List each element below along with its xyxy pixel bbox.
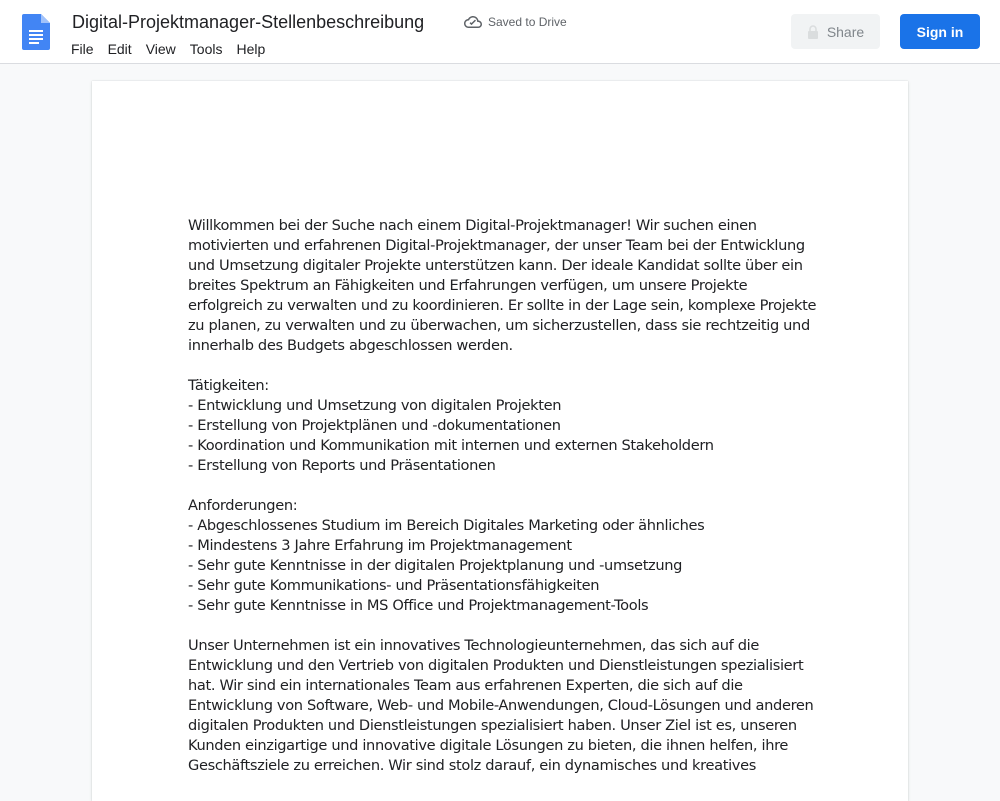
cloud-done-icon	[464, 15, 482, 29]
list-item: - Entwicklung und Umsetzung von digitalen Projekten	[188, 397, 562, 414]
menu-file[interactable]: File	[71, 41, 94, 57]
menu-help[interactable]: Help	[236, 41, 266, 57]
list-item: - Mindestens 3 Jahre Erfahrung im Projektmanagement	[188, 537, 572, 554]
menu-edit[interactable]: Edit	[107, 41, 132, 57]
list-item: - Erstellung von Projektplänen und -dokumentationen	[188, 417, 561, 434]
list-item: - Sehr gute Kommunikations- und Präsentationsfähigkeiten	[188, 577, 600, 594]
document-page[interactable]	[92, 81, 908, 801]
requirements-heading: Anforderungen:	[188, 497, 298, 514]
sign-in-button[interactable]	[900, 14, 980, 49]
share-button[interactable]	[791, 14, 880, 49]
share-button-label: Share	[826, 23, 865, 40]
list-item: - Sehr gute Kenntnisse in der digitalen Projektplanung und -umsetzung	[188, 557, 683, 574]
paragraph-spacer	[188, 476, 818, 496]
intro-paragraph: Willkommen bei der Suche nach einem Digital-Projektmanager! Wir suchen einen motivierten und erfahrenen Digital-Projektmanager, der unser Team bei der Entwicklung und Umsetzung digitaler Projekte unterstützen kann. Der ideale Kandidat sollte über ein breites Spektrum an Fähigkeiten und Erfahrungen verfügen, um unsere Projekte erfolgreich zu verwalten und zu koordinieren. Er sollte in der Lage sein, komplexe Projekte zu planen, zu verwalten und zu überwachen, um sicherzustellen, dass sie rechtzeitig und innerhalb des Budgets abgeschlossen werden.	[188, 217, 817, 354]
lock-icon	[807, 25, 819, 39]
company-paragraph: Unser Unternehmen ist ein innovatives Technologieunternehmen, das sich auf die Entwicklung und den Vertrieb von digitalen Produkten und Dienstleistungen spezialisiert hat. Wir sind ein internationales Team aus erfahrenen Experten, die sich auf die Entwicklung von Software, Web- und Mobile-Anwendungen, Cloud-Lösungen und anderen digitalen Produkten und Dienstleistungen spezialisiert haben. Unser Ziel ist es, unseren Kunden einzigartige und innovative digitale Lösungen zu bieten, die ihnen helfen, ihre Geschäftsziele zu erreichen. Wir sind stolz darauf, ein dynamisches und kreatives	[188, 637, 814, 774]
list-item: - Koordination und Kommunikation mit internen und externen Stakeholdern	[188, 437, 714, 454]
sign-in-button-label: Sign in	[916, 23, 964, 40]
top-bar	[0, 0, 1000, 64]
list-item: - Erstellung von Reports und Präsentationen	[188, 457, 496, 474]
menu-tools[interactable]: Tools	[189, 41, 223, 57]
save-status-label: Saved to Drive	[488, 15, 567, 29]
list-item: - Abgeschlossenes Studium im Bereich Digitales Marketing oder ähnliches	[188, 517, 705, 534]
document-body[interactable]	[188, 216, 818, 776]
menu-view[interactable]: View	[145, 41, 176, 57]
google-docs-icon[interactable]	[22, 14, 50, 50]
paragraph-spacer	[188, 356, 818, 376]
save-status	[464, 12, 567, 32]
document-title[interactable]: Digital-Projektmanager-Stellenbeschreibung	[72, 12, 425, 32]
paragraph-spacer	[188, 616, 818, 636]
tasks-heading: Tätigkeiten:	[188, 377, 269, 394]
list-item: - Sehr gute Kenntnisse in MS Office und Projektmanagement-Tools	[188, 597, 649, 614]
menu-bar	[64, 38, 272, 60]
